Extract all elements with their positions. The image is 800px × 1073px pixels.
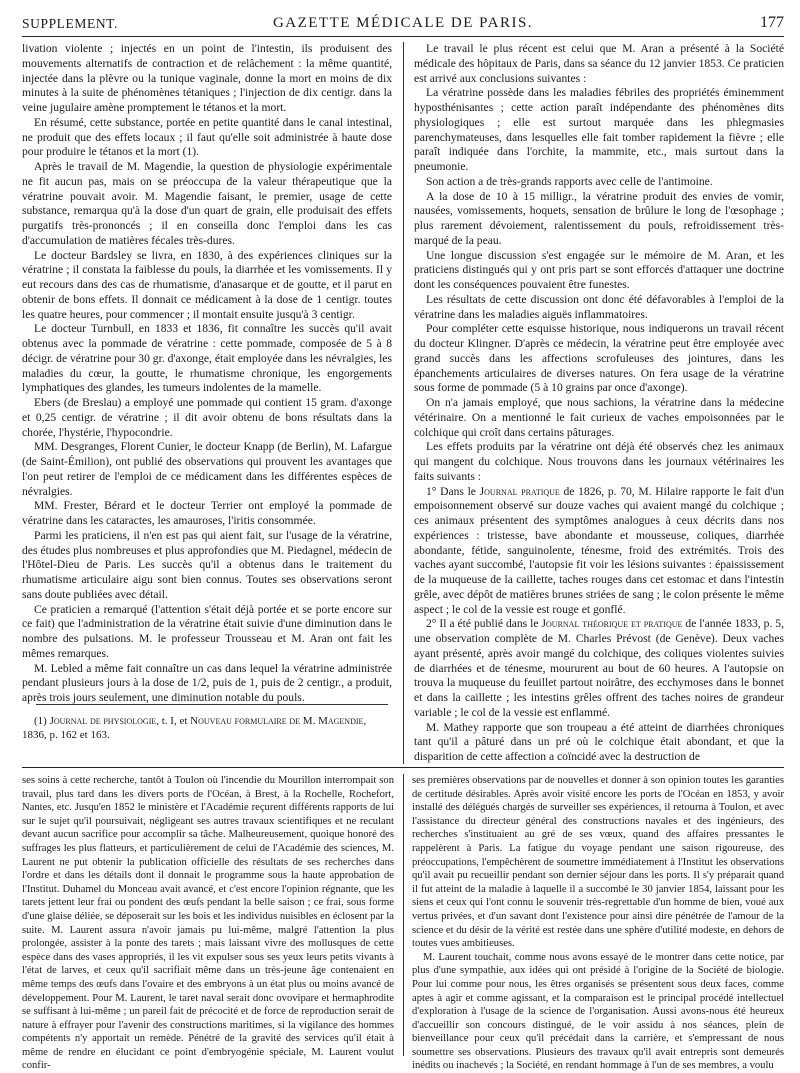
paragraph: ses premières observations par de nouvelles et donner à son opinion toutes les garanties de certitude désirables. Après avoir visité encore les ports de l'Océan en 1853, y avoir installé des délégués chargés de surveiller ses expériences, il retourna à Toulon, et avec l'assistance du directeur général des constructions navales et des ingénieurs, des recherches s'instituaient au gré de ses vœux, quand des affaires pressantes le rappelèrent à Paris. La fatigue du voyage pendant une saison rigoureuse, des préoccupations, l'empêchèrent de soumettre immédiatement à l'Institut les observations qu'il avait pu recueillir pendant son dernier séjour dans les ports. Il s'y préparait quand il fut atteint de la maladie à laquelle il a succombé le 30 janvier 1854, laissant pour les siens et ceux qui l'ont connu le souvenir très-regrettable d'un homme de bien, voué aux vertus privées, et d'un savant dont l'existence pour ainsi dire pénétrée de l'amour de la science et du désir de la vérité est restée dans une sphère d'utilité modeste, en dehors de toutes vues ambitieuses. [412, 775, 784, 950]
item-text: de 1826, p. 70, M. Hilaire rapporte le fait d'un empoisonnement observé sur douze vaches qui avaient mangé du colchique ; ces animaux présentent des symptômes analogues à ceux décrits dans nos expériences : tristesse, bave abondante et mousseuse, coliques, diarrhée abondante, fétide, sanguinolente, ténesme, froid des extrémités. Trois des vaches ayant succombé, l'autopsie fit voir les lésions suivantes : épaississement de la muqueuse de la caillette, taches rouges dans cet estomac et dans l'intestin grêle, avec dépôt de matières brunes striées de sang ; le colon présente le même aspect ; le col de la vessie est rouge et gonflé. [414, 484, 784, 616]
paragraph: A la dose de 10 à 15 milligr., la vératrine produit des envies de vomir, nausées, vomissements, hoquets, sensation de brûlure le long de l'œsophage ; plus rarement dévoiement, ralentissement du pouls, refroidissement très-marqué de la peau. [414, 189, 784, 247]
footnote-mid: , t. I, et [156, 715, 188, 727]
publication-title: GAZETTE MÉDICALE DE PARIS. [272, 15, 534, 31]
paragraph [414, 617, 784, 720]
page-header [22, 10, 784, 37]
paragraph: Pour compléter cette esquisse historique, nous indiquerons un travail récent du docteur Klingner. D'après ce médecin, la vératrine peut être employée avec grand succès dans les affections scrofuleuses des jointures, dans les épanchements articulaires de diverses natures. On fera usage de la vératrine sous forme de pommade (5 à 10 grains par once d'axonge). [414, 322, 784, 395]
journal-title: Journal théorique et pratique [541, 617, 683, 631]
footnote-tail: , 1836, p. 162 et 163. [22, 715, 367, 741]
paragraph: livation violente ; injectés en un point de l'intestin, ils produisent des mouvements alternatifs de contraction et de relâchement : la même quantité, injectée dans la plèvre ou la tunique vaginale, donne la mort en moins de dix minutes à la suite de phénomènes tétaniques ; l'injection de dix centigr. dans la veine jugulaire amène promptement le tétanos et la mort. [22, 42, 392, 114]
footnote-journal: Journal de physiologie [49, 715, 157, 727]
item-prefix: 2° Il a été publié dans le [426, 617, 539, 631]
newspaper-page [22, 10, 784, 1072]
paragraph: Les résultats de cette discussion ont donc été défavorables à l'emploi de la vératrine dans les maladies aiguës inflammatoires. [414, 292, 784, 321]
item-text: de l'année 1833, p. 5, une observation complète de M. Charles Prévost (de Genève). Deux vaches ayant présenté, après avoir mangé du colchique, des coliques violentes suivies de diarrhées et de ténesme, moururent au bout de 60 heures. A l'autopsie on trouva la muqueuse du feuillet partout noirâtre, des ecchymoses dans le bonnet et dans la caillette ; les intestins grêles offrent des taches noires de grandeur variable ; le col de la vessie est enflammé. [414, 617, 784, 719]
paragraph: Le docteur Turnbull, en 1833 et 1836, fit connaître les succès qu'il avait obtenus avec la pommade de vératrine : cette pommade, composée de 5 à 8 décigr. de vératrine pour 30 gr. d'axonge, était employée dans les névralgies, les maladies du cœur, la goutte, le rhumatisme chronique, les engorgements lymphatiques des glandes, les tumeurs indolentes de la mamelle. [22, 322, 392, 395]
bottom-section [22, 774, 784, 1072]
footnote-formulaire: Nouveau formulaire de M. Magendie [190, 715, 364, 727]
section-rule [22, 767, 784, 768]
journal-title: Journal pratique [479, 484, 560, 498]
paragraph: M. Laurent touchait, comme nous avons essayé de le montrer dans cette notice, par plus d'une sympathie, aux idées qui ont présidé à l'origine de la Société de biologie. Pour lui comme pour nous, les êtres organisés se présentent sous deux faces, comme aptes à agir et comme agissant, et la comparaison est le principal procédé intellectuel d'exploration à l'usage de la science de l'organisation. Aussi avons-nous été heureux d'accueillir son concours distingué, de le voir assidu à nos séances, plein de bienveillance pour ceux qu'il précédait dans la carrière, et s'empressant de nous soumettre ses observations. Plusieurs des travaux qu'il avait entrepris sont demeurés inédits ou inachevés ; la Société, en rendant hommage à l'un de ses membres, a voulu [412, 951, 784, 1072]
paragraph: Ebers (de Breslau) a employé une pommade qui contient 15 gram. d'axonge et 0,25 centigr. de vératrine ; il dit avoir obtenu de bons résultats dans la chorée, l'hystérie, l'hypocondrie. [22, 396, 392, 439]
supplement-label: SUPPLEMENT. [22, 16, 118, 31]
paragraph [414, 485, 784, 618]
paragraph: Les effets produits par la vératrine ont déjà été observés chez les animaux qui mangent du colchique. Nous trouvons dans les journaux vétérinaires les faits suivants : [414, 440, 784, 483]
paragraph: ses soins à cette recherche, tantôt à Toulon où l'incendie du Mourillon interrompait son travail, plus tard dans les divers ports de l'Océan, à Brest, à la Rochelle, Rochefort, Nantes, etc. Jusqu'en 1852 le ministère et l'Académie reçurent différents rapports de lui sur le sujet qu'il poursuivait, négligeant ses autres travaux scientifiques et ne reculant devant aucun sacrifice pour accomplir sa tâche. Malheureusement, quoique honoré des suffrages les plus flatteurs, et particulièrement de celui de l'Académie des sciences, M. Laurent ne put obtenir la publication officielle des résultats de ses recherches dans l'ordre et dans les détails dont il donnait le programme sous la haute approbation de l'Institut. Duhamel du Monceau avait avancé, et c'est encore l'opinion régnante, que les tarets jettent leur frai ou pondent des œufs pendant la belle saison ; ce frai, sous forme d'une glaise déliée, se déposerait sur les bois et les individus nuisibles en éclosent par la suite. M. Laurent assura n'avoir jamais pu lui-même, malgré l'attention la plus prolongée, assister à la ponte des tarets ; mais laissant vivre des mollusques de cette espèce dans des vases appropriés, il les vit expulser sous ses yeux leurs petits vivants à l'état de larves, et ceux qu'il sacrifiait même dans un très-jeune âge contenaient en même temps des œufs dans l'ovaire et des embryons à un état plus ou moins avancé de développement. Pour M. Laurent, le taret naval serait donc ovovipare et hermaphrodite se suffisant à lui-même ; un pareil fait de précocité et de force de reproduction serait de nature à effrayer pour l'avenir des constructions maritimes, si la vigilance des hommes compétents n'y apportait un remède. Pénétré de la gravité des services qu'il était à même de rendre en élucidant ce point d'embryogénie spéciale, M. Laurent voulut confir- [22, 775, 395, 1072]
paragraph: Le docteur Bardsley se livra, en 1830, à des expériences cliniques sur la vératrine ; il constata la faiblesse du pouls, la diarrhée et les vomissements. Il y eut recours dans des cas de rhumatisme, d'anasarque et de goutte, et il parut en obtenir de bons effets. Il donnait ce médicament à la dose de 1 centigr. toutes les quatre heures, pour commencer ; il montait ensuite jusqu'à 3 centigr. [22, 248, 392, 321]
right-column [414, 42, 784, 765]
paragraph: M. Lebled a même fait connaître un cas dans lequel la vératrine administrée pendant plusieurs jours à la dose de 1/2, puis de 1, puis de 2 centigr., a produit, après trois jours seulement, une diminution notable du pouls. [22, 661, 392, 704]
paragraph: Le travail le plus récent est celui que M. Aran a présenté à la Société médicale des hôpitaux de Paris, dans sa séance du 12 janvier 1853. Ce praticien est arrivé aux conclusions suivantes : [414, 42, 784, 85]
page-number: 177 [760, 14, 784, 31]
bottom-right-column [412, 774, 784, 1073]
top-section [22, 42, 784, 764]
paragraph: MM. Desgranges, Florent Cunier, le docteur Knapp (de Berlin), M. Lafargue (de Saint-Émilion), ont publié des observations qui prouvent les avantages que l'on peut retirer de l'emploi de ce médicament dans les différentes espèces de névralgies. [22, 440, 392, 498]
paragraph: Ce praticien a remarqué (l'attention s'était déjà portée et se porte encore sur ce fait) que l'administration de la vératrine était suivie d'une diminution dans le nombre des pulsations. M. le professeur Trousseau et M. Aran ont fait les mêmes remarques. [22, 602, 392, 660]
paragraph: Une longue discussion s'est engagée sur le mémoire de M. Aran, et les praticiens distingués qui y ont pris part se sont efforcés d'attaquer une doctrine dont les conséquences pouvaient être funestes. [414, 248, 784, 291]
paragraph: M. Mathey rapporte que son troupeau a été atteint de diarrhées chroniques tant qu'il a pâturé dans un pré où le colchique était abondant, et que la disparition de cette affection a coïncidé avec la destruction de [414, 720, 784, 763]
column-rule [403, 42, 404, 764]
bottom-left-column [22, 774, 394, 1073]
left-column [22, 42, 392, 706]
paragraph: MM. Frester, Bérard et le docteur Terrier ont employé la pommade de vératrine dans les cataractes, les amauroses, l'iritis consommée. [22, 499, 392, 527]
paragraph: Son action a de très-grands rapports avec celle de l'antimoine. [426, 174, 713, 188]
paragraph: La vératrine possède dans les maladies fébriles des propriétés éminemment hyposthénisantes ; cette action paraît indépendante des phénomènes dits physiologiques ; elle est surtout marquée dans les phlegmasies parenchymateuses, dans lesquelles elle fait tomber rapidement la fièvre ; elle paraît indiquée dans l'orchite, la mammite, etc., mais surtout dans la pneumonie. [414, 86, 784, 173]
item-prefix: 1° Dans le [426, 484, 476, 498]
paragraph: Après le travail de M. Magendie, la question de physiologie expérimentale ne fit aucun pas, mais on se préoccupa de la valeur thérapeutique que la vératrine pouvait avoir. M. Magendie faisant, le premier, usage de cette substance, remarqua qu'à la dose d'un quart de grain, elle produisait des effets purgatifs très-prononcés ; il en conseilla donc l'emploi dans les cas d'accumulation de matières fécales très-dures. [22, 160, 392, 247]
footnote-separator [36, 704, 388, 705]
paragraph: On n'a jamais employé, que nous sachions, la vératrine dans la médecine vétérinaire. On a mentionné le fait curieux de vaches empoisonnées par le colchique qui croît dans certains pâturages. [414, 396, 784, 439]
column-rule [403, 774, 404, 1056]
footnote-marker: (1) [34, 715, 47, 727]
paragraph: Parmi les praticiens, il n'en est pas qui aient fait, sur l'usage de la vératrine, des études plus nombreuses et plus approfondies que M. Piedagnel, médecin de l'Hôtel-Dieu de Paris. Les succès qu'il a obtenus dans le traitement du rhumatisme articulaire aigu sont bien connus. Toutes ses observations seront sans doute publiées avec détail. [22, 528, 392, 601]
paragraph: En résumé, cette substance, portée en petite quantité dans le canal intestinal, ne produit que des effets locaux ; il faut qu'elle soit administrée à haute dose pour produire le tétanos et la mort (1). [22, 115, 392, 159]
footnote [22, 714, 392, 742]
